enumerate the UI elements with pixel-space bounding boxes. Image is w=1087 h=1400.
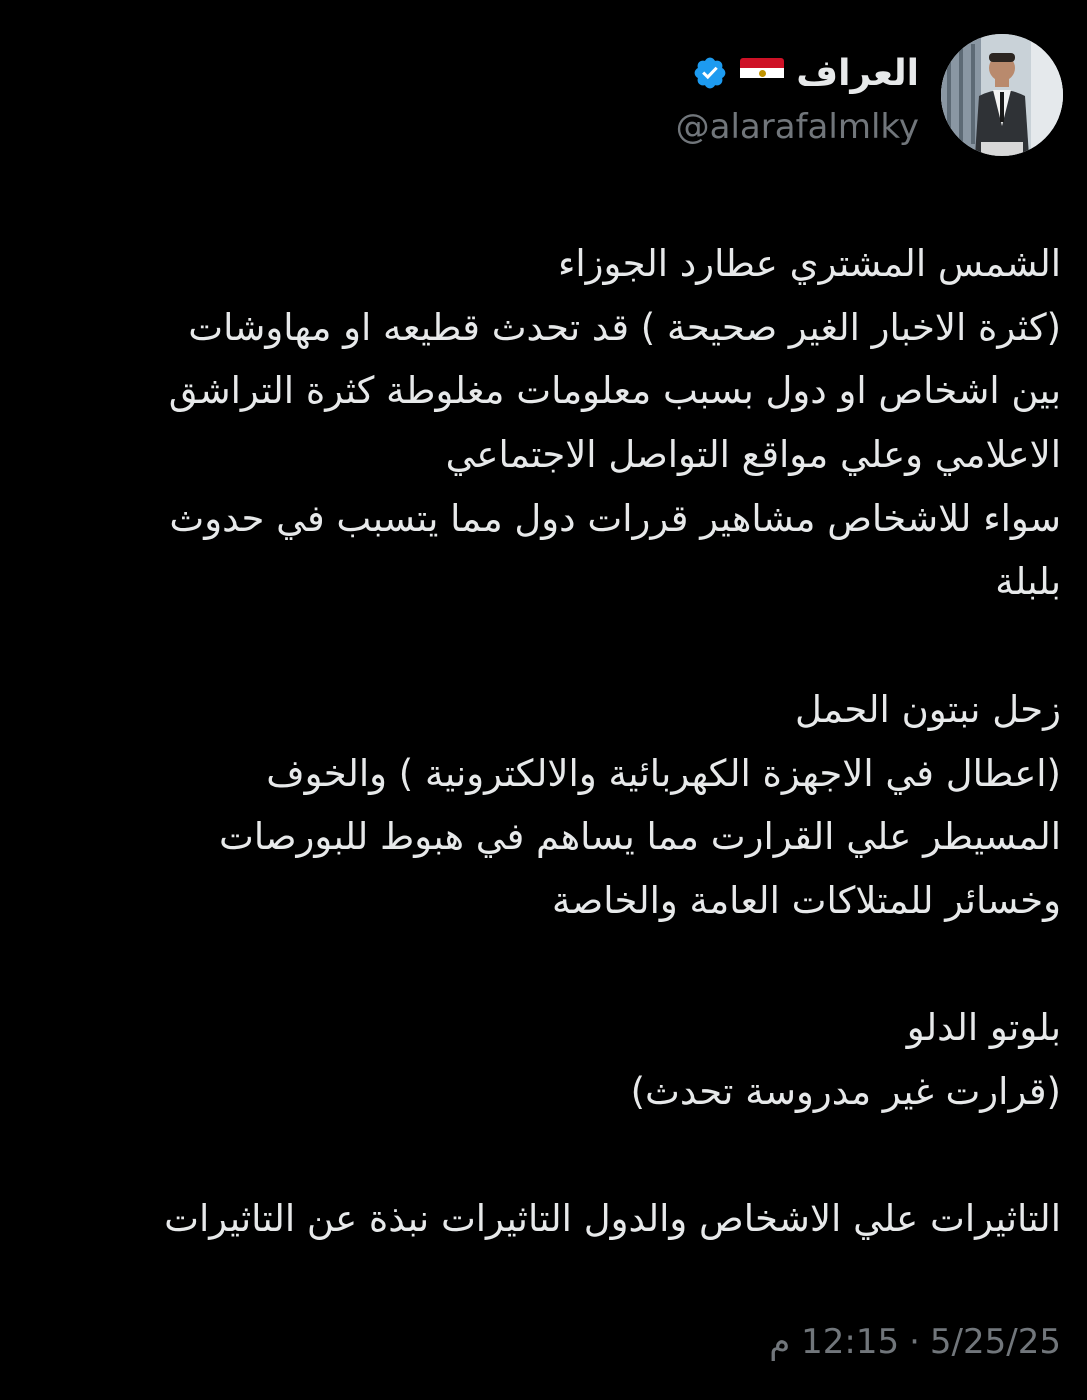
tweet-line: الشمس المشتري عطارد الجوزاء <box>557 242 1061 285</box>
timestamp-time[interactable]: 12:15 م <box>769 1322 900 1362</box>
tweet-line: بين اشخاص او دول بسبب معلومات مغلوطة كثرة التراشق <box>168 369 1061 413</box>
tweet-line: سواء للاشخاص مشاهير قررات دول مما يتسبب في حدوث <box>169 496 1061 540</box>
tweet-line: (قرارت غير مدروسة تحدث) <box>630 1069 1061 1113</box>
tweet-line: وخسائر للمتلاكات العامة والخاصة <box>551 878 1061 922</box>
avatar[interactable] <box>941 34 1063 156</box>
paragraph-spacer <box>21 1124 1061 1188</box>
tweet-line: الاعلامي وعلي مواقع التواصل الاجتماعي <box>445 433 1061 477</box>
tweet-header <box>676 34 1063 156</box>
tweet-line: التاثيرات علي الاشخاص والدول التاثيرات نبذة عن التاثيرات <box>164 1197 1061 1241</box>
timestamp-date[interactable]: 5/25/25 <box>929 1322 1061 1362</box>
paragraph-spacer <box>21 933 1061 997</box>
egypt-flag-icon <box>740 58 784 88</box>
timestamp-separator: · <box>909 1322 920 1362</box>
tweet-line: زحل نبتون الحمل <box>794 687 1061 731</box>
tweet-line: بلوتو الدلو <box>906 1006 1061 1050</box>
author-names <box>676 43 919 147</box>
display-name[interactable]: العراف <box>796 52 919 94</box>
paragraph-spacer <box>21 614 1061 678</box>
handle[interactable]: @alarafalmlky <box>675 107 919 147</box>
verified-badge-icon[interactable] <box>692 55 728 91</box>
display-name-row[interactable] <box>692 43 919 103</box>
tweet-line: المسيطر علي القرارت مما يساهم في هبوط للبورصات <box>219 815 1061 859</box>
tweet-text <box>21 232 1061 1251</box>
tweet-timestamp[interactable] <box>769 1322 1061 1362</box>
tweet-line: (كثرة الاخبار الغير صحيحة ) قد تحدث قطيعه او مهاوشات <box>188 305 1061 349</box>
tweet-line: (اعطال في الاجهزة الكهربائية والالكترونية ) والخوف <box>266 751 1061 795</box>
avatar-image <box>941 34 1063 156</box>
tweet-line: بلبلة <box>995 560 1061 604</box>
